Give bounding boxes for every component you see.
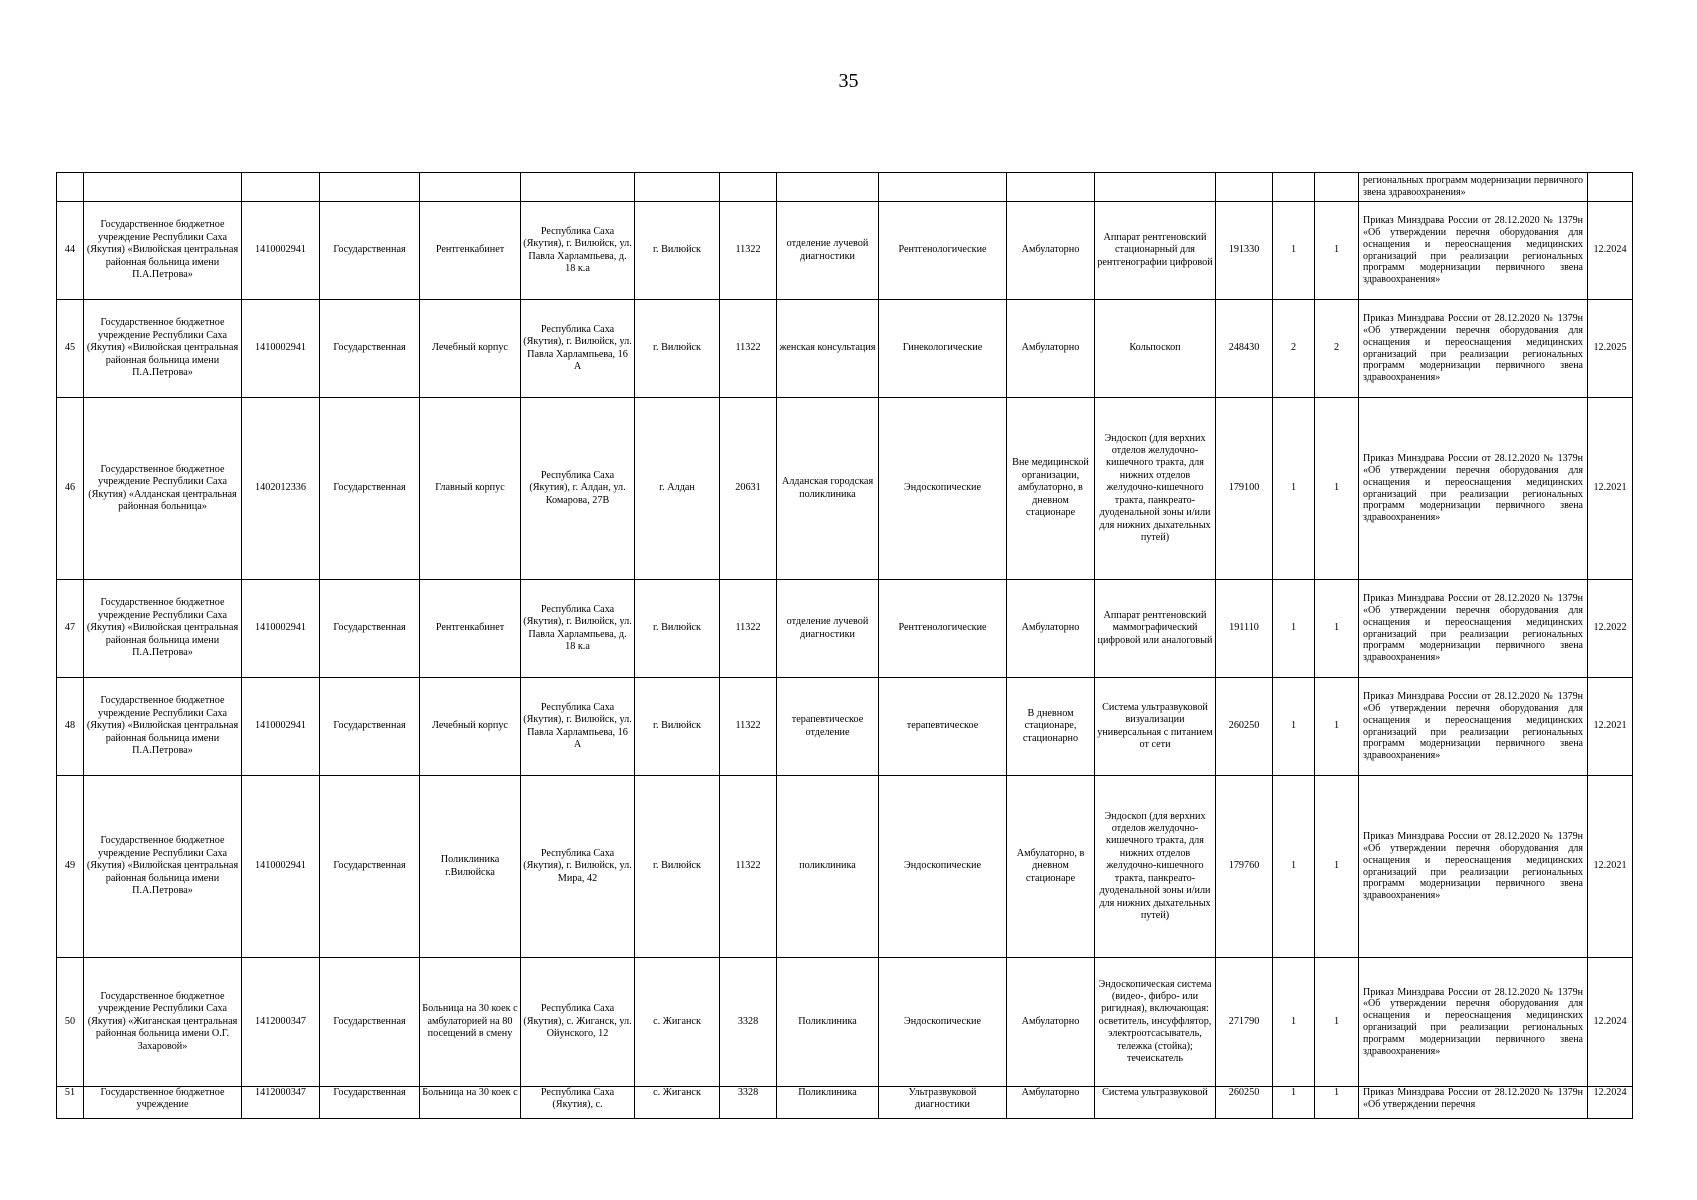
cell-qty2: 1 bbox=[1315, 776, 1359, 958]
cell-ownership: Государственная bbox=[320, 202, 420, 300]
cell-locality: с. Жиганск bbox=[635, 1087, 720, 1119]
cell-code: 191110 bbox=[1216, 580, 1273, 678]
cell-department: Поликлиника bbox=[777, 1087, 879, 1119]
cell-basis: Приказ Минздрава России от 28.12.2020 № 1379н «Об утверждении перечня оборудования для оснащения и переоснащения медицинских организаций при реализации региональных программ модернизации первичного звена здравоохранения» bbox=[1359, 958, 1588, 1087]
cell-address: Республика Саха (Якутия), г. Алдан, ул. Комарова, 27В bbox=[521, 398, 635, 580]
cell-qty1 bbox=[1273, 173, 1315, 202]
cell-basis: Приказ Минздрава России от 28.12.2020 № 1379н «Об утверждении перечня оборудования для оснащения и переоснащения медицинских организаций при реализации региональных программ модернизации первичного звена здравоохранения» bbox=[1359, 776, 1588, 958]
cell-num: 47 bbox=[57, 580, 84, 678]
cell-department: отделение лучевой диагностики bbox=[777, 202, 879, 300]
cell-equipment: Эндоскоп (для верхних отделов желудочно-кишечного тракта, для нижних отделов желудочно-кишечного тракта, панкреато-дуоденальной зоны и/или для нижних дыхательных путей) bbox=[1095, 776, 1216, 958]
cell-building bbox=[420, 173, 521, 202]
cell-address: Республика Саха (Якутия), г. Вилюйск, ул. Павла Харлампьева, 16 А bbox=[521, 678, 635, 776]
cell-qty2 bbox=[1315, 173, 1359, 202]
cell-ownership: Государственная bbox=[320, 1087, 420, 1119]
cell-department: терапевтическое отделение bbox=[777, 678, 879, 776]
cell-department: отделение лучевой диагностики bbox=[777, 580, 879, 678]
cell-date: 12.2024 bbox=[1588, 202, 1633, 300]
cell-care-form: Амбулаторно bbox=[1007, 580, 1095, 678]
cell-ownership: Государственная bbox=[320, 580, 420, 678]
cell-qty2: 1 bbox=[1315, 580, 1359, 678]
cell-ownership: Государственная bbox=[320, 678, 420, 776]
cell-care-form bbox=[1007, 173, 1095, 202]
cell-org: Государственное бюджетное учреждение bbox=[84, 1087, 242, 1119]
cell-population: 11322 bbox=[720, 580, 777, 678]
cell-date: 12.2024 bbox=[1588, 1087, 1633, 1119]
continuation-row bbox=[57, 173, 1633, 202]
cell-profile: Эндоскопические bbox=[879, 776, 1007, 958]
cell-equipment: Аппарат рентгеновский стационарный для рентгенографии цифровой bbox=[1095, 202, 1216, 300]
cell-care-form: Амбулаторно bbox=[1007, 1087, 1095, 1119]
cell-address: Республика Саха (Якутия), с. Жиганск, ул. Ойунского, 12 bbox=[521, 958, 635, 1087]
table-row bbox=[57, 776, 1633, 958]
cell-qty1: 1 bbox=[1273, 678, 1315, 776]
cell-qty2: 1 bbox=[1315, 678, 1359, 776]
cell-address: Республика Саха (Якутия), с. bbox=[521, 1087, 635, 1119]
cell-department: Поликлиника bbox=[777, 958, 879, 1087]
cell-date: 12.2025 bbox=[1588, 300, 1633, 398]
cell-profile: Рентгенологические bbox=[879, 580, 1007, 678]
cell-code: 191330 bbox=[1216, 202, 1273, 300]
cell-locality: г. Вилюйск bbox=[635, 776, 720, 958]
cell-inn: 1412000347 bbox=[242, 958, 320, 1087]
cell-equipment: Эндоскоп (для верхних отделов желудочно-кишечного тракта, для нижних отделов желудочно-кишечного тракта, панкреато-дуоденальной зоны и/или для нижних дыхательных путей) bbox=[1095, 398, 1216, 580]
cell-code bbox=[1216, 173, 1273, 202]
cell-qty2: 1 bbox=[1315, 202, 1359, 300]
cell-ownership: Государственная bbox=[320, 776, 420, 958]
cell-basis: Приказ Минздрава России от 28.12.2020 № 1379н «Об утверждении перечня bbox=[1359, 1087, 1588, 1119]
cell-basis: Приказ Минздрава России от 28.12.2020 № 1379н «Об утверждении перечня оборудования для оснащения и переоснащения медицинских организаций при реализации региональных программ модернизации первичного звена здравоохранения» bbox=[1359, 398, 1588, 580]
cell-address: Республика Саха (Якутия), г. Вилюйск, ул. Павла Харлампьева, 16 А bbox=[521, 300, 635, 398]
cell-profile: терапевтическое bbox=[879, 678, 1007, 776]
cell-building: Лечебный корпус bbox=[420, 300, 521, 398]
cell-basis: Приказ Минздрава России от 28.12.2020 № 1379н «Об утверждении перечня оборудования для оснащения и переоснащения медицинских организаций при реализации региональных программ модернизации первичного звена здравоохранения» bbox=[1359, 678, 1588, 776]
cell-date bbox=[1588, 173, 1633, 202]
cell-locality: г. Вилюйск bbox=[635, 202, 720, 300]
cell-num: 50 bbox=[57, 958, 84, 1087]
table-body bbox=[57, 173, 1633, 1119]
table-row bbox=[57, 580, 1633, 678]
cell-code: 271790 bbox=[1216, 958, 1273, 1087]
cell-building: Поликлиника г.Вилюйска bbox=[420, 776, 521, 958]
cell-building: Больница на 30 коек с bbox=[420, 1087, 521, 1119]
cell-date: 12.2021 bbox=[1588, 678, 1633, 776]
cell-org: Государственное бюджетное учреждение Республики Саха (Якутия) «Вилюйская центральная районная больница имени П.А.Петрова» bbox=[84, 678, 242, 776]
cell-profile bbox=[879, 173, 1007, 202]
cell-department: поликлиника bbox=[777, 776, 879, 958]
table-row bbox=[57, 958, 1633, 1087]
cell-equipment: Кольпоскоп bbox=[1095, 300, 1216, 398]
cell-num: 45 bbox=[57, 300, 84, 398]
cell-care-form: Амбулаторно bbox=[1007, 202, 1095, 300]
cell-equipment: Система ультразвуковой bbox=[1095, 1087, 1216, 1119]
cell-care-form: В дневном стационаре, стационарно bbox=[1007, 678, 1095, 776]
cell-code: 179100 bbox=[1216, 398, 1273, 580]
cell-ownership: Государственная bbox=[320, 958, 420, 1087]
cell-qty1: 1 bbox=[1273, 202, 1315, 300]
cell-profile: Рентгенологические bbox=[879, 202, 1007, 300]
cell-code: 260250 bbox=[1216, 1087, 1273, 1119]
cell-qty1: 1 bbox=[1273, 958, 1315, 1087]
cell-inn: 1410002941 bbox=[242, 678, 320, 776]
cell-qty1: 1 bbox=[1273, 398, 1315, 580]
cell-building: Больница на 30 коек с амбулаторией на 80 посещений в смену bbox=[420, 958, 521, 1087]
table-row bbox=[57, 678, 1633, 776]
cell-inn: 1410002941 bbox=[242, 300, 320, 398]
cell-qty2: 1 bbox=[1315, 958, 1359, 1087]
cell-address: Республика Саха (Якутия), г. Вилюйск, ул. Павла Харлампьева, д. 18 к.а bbox=[521, 202, 635, 300]
cell-num: 48 bbox=[57, 678, 84, 776]
cell-date: 12.2024 bbox=[1588, 958, 1633, 1087]
cell-qty1: 1 bbox=[1273, 1087, 1315, 1119]
equipment-table bbox=[56, 172, 1633, 1119]
cell-code: 260250 bbox=[1216, 678, 1273, 776]
cell-department bbox=[777, 173, 879, 202]
cell-population: 11322 bbox=[720, 202, 777, 300]
cell-care-form: Вне медицинской организации, амбулаторно, в дневном стационаре bbox=[1007, 398, 1095, 580]
cell-population: 11322 bbox=[720, 776, 777, 958]
cell-profile: Гинекологические bbox=[879, 300, 1007, 398]
cell-org: Государственное бюджетное учреждение Республики Саха (Якутия) «Вилюйская центральная районная больница имени П.А.Петрова» bbox=[84, 300, 242, 398]
page-number: 35 bbox=[838, 70, 859, 92]
cell-inn: 1410002941 bbox=[242, 580, 320, 678]
table-row bbox=[57, 202, 1633, 300]
cell-equipment: Система ультразвуковой визуализации универсальная с питанием от сети bbox=[1095, 678, 1216, 776]
cell-address: Республика Саха (Якутия), г. Вилюйск, ул. Павла Харлампьева, д. 18 к.а bbox=[521, 580, 635, 678]
cell-inn: 1402012336 bbox=[242, 398, 320, 580]
cell-num: 46 bbox=[57, 398, 84, 580]
cell-num: 44 bbox=[57, 202, 84, 300]
cell-department: Алданская городская поликлиника bbox=[777, 398, 879, 580]
table-row bbox=[57, 398, 1633, 580]
cell-equipment bbox=[1095, 173, 1216, 202]
cell-inn: 1410002941 bbox=[242, 202, 320, 300]
cell-locality: г. Вилюйск bbox=[635, 678, 720, 776]
table-row bbox=[57, 1087, 1633, 1119]
cell-care-form: Амбулаторно, в дневном стационаре bbox=[1007, 776, 1095, 958]
cell-building: Рентгенкабинет bbox=[420, 202, 521, 300]
cell-date: 12.2021 bbox=[1588, 776, 1633, 958]
cell-profile: Эндоскопические bbox=[879, 958, 1007, 1087]
cell-org: Государственное бюджетное учреждение Республики Саха (Якутия) «Вилюйская центральная районная больница имени П.А.Петрова» bbox=[84, 202, 242, 300]
cell-building: Рентгенкабинет bbox=[420, 580, 521, 678]
cell-equipment: Эндоскопическая система (видео-, фибро- или ригидная), включающая: осветитель, инсуффлятор, электроотсасыватель, тележка (стойка); течеискатель bbox=[1095, 958, 1216, 1087]
cell-basis: региональных программ модернизации первичного звена здравоохранения» bbox=[1359, 173, 1588, 202]
cell-qty1: 2 bbox=[1273, 300, 1315, 398]
cell-code: 179760 bbox=[1216, 776, 1273, 958]
cell-code: 248430 bbox=[1216, 300, 1273, 398]
cell-basis: Приказ Минздрава России от 28.12.2020 № 1379н «Об утверждении перечня оборудования для оснащения и переоснащения медицинских организаций при реализации региональных программ модернизации первичного звена здравоохранения» bbox=[1359, 580, 1588, 678]
cell-population: 20631 bbox=[720, 398, 777, 580]
cell-profile: Эндоскопические bbox=[879, 398, 1007, 580]
cell-org bbox=[84, 173, 242, 202]
cell-inn: 1410002941 bbox=[242, 776, 320, 958]
cell-department: женская консультация bbox=[777, 300, 879, 398]
cell-locality: г. Вилюйск bbox=[635, 580, 720, 678]
cell-locality: г. Алдан bbox=[635, 398, 720, 580]
cell-org: Государственное бюджетное учреждение Республики Саха (Якутия) «Алданская центральная районная больница» bbox=[84, 398, 242, 580]
cell-ownership: Государственная bbox=[320, 398, 420, 580]
cell-ownership: Государственная bbox=[320, 300, 420, 398]
cell-org: Государственное бюджетное учреждение Республики Саха (Якутия) «Жиганская центральная районная больница имени О.Г. Захаровой» bbox=[84, 958, 242, 1087]
cell-locality: с. Жиганск bbox=[635, 958, 720, 1087]
cell-num: 49 bbox=[57, 776, 84, 958]
cell-equipment: Аппарат рентгеновский маммографический цифровой или аналоговый bbox=[1095, 580, 1216, 678]
cell-basis: Приказ Минздрава России от 28.12.2020 № 1379н «Об утверждении перечня оборудования для оснащения и переоснащения медицинских организаций при реализации региональных программ модернизации первичного звена здравоохранения» bbox=[1359, 202, 1588, 300]
cell-inn bbox=[242, 173, 320, 202]
cell-org: Государственное бюджетное учреждение Республики Саха (Якутия) «Вилюйская центральная районная больница имени П.А.Петрова» bbox=[84, 580, 242, 678]
cell-care-form: Амбулаторно bbox=[1007, 300, 1095, 398]
cell-qty2: 1 bbox=[1315, 398, 1359, 580]
cell-num bbox=[57, 173, 84, 202]
cell-ownership bbox=[320, 173, 420, 202]
cell-qty2: 2 bbox=[1315, 300, 1359, 398]
cell-profile: Ультразвуковой диагностики bbox=[879, 1087, 1007, 1119]
cell-locality bbox=[635, 173, 720, 202]
cell-num: 51 bbox=[57, 1087, 84, 1119]
cell-population: 3328 bbox=[720, 1087, 777, 1119]
cell-population: 3328 bbox=[720, 958, 777, 1087]
cell-inn: 1412000347 bbox=[242, 1087, 320, 1119]
cell-qty2: 1 bbox=[1315, 1087, 1359, 1119]
cell-qty1: 1 bbox=[1273, 776, 1315, 958]
cell-date: 12.2021 bbox=[1588, 398, 1633, 580]
cell-basis: Приказ Минздрава России от 28.12.2020 № 1379н «Об утверждении перечня оборудования для оснащения и переоснащения медицинских организаций при реализации региональных программ модернизации первичного звена здравоохранения» bbox=[1359, 300, 1588, 398]
cell-locality: г. Вилюйск bbox=[635, 300, 720, 398]
cell-population: 11322 bbox=[720, 300, 777, 398]
cell-org: Государственное бюджетное учреждение Республики Саха (Якутия) «Вилюйская центральная районная больница имени П.А.Петрова» bbox=[84, 776, 242, 958]
cell-population bbox=[720, 173, 777, 202]
cell-building: Главный корпус bbox=[420, 398, 521, 580]
cell-address bbox=[521, 173, 635, 202]
cell-date: 12.2022 bbox=[1588, 580, 1633, 678]
cell-care-form: Амбулаторно bbox=[1007, 958, 1095, 1087]
cell-population: 11322 bbox=[720, 678, 777, 776]
cell-address: Республика Саха (Якутия), г. Вилюйск, ул. Мира, 42 bbox=[521, 776, 635, 958]
cell-building: Лечебный корпус bbox=[420, 678, 521, 776]
cell-qty1: 1 bbox=[1273, 580, 1315, 678]
table-row bbox=[57, 300, 1633, 398]
